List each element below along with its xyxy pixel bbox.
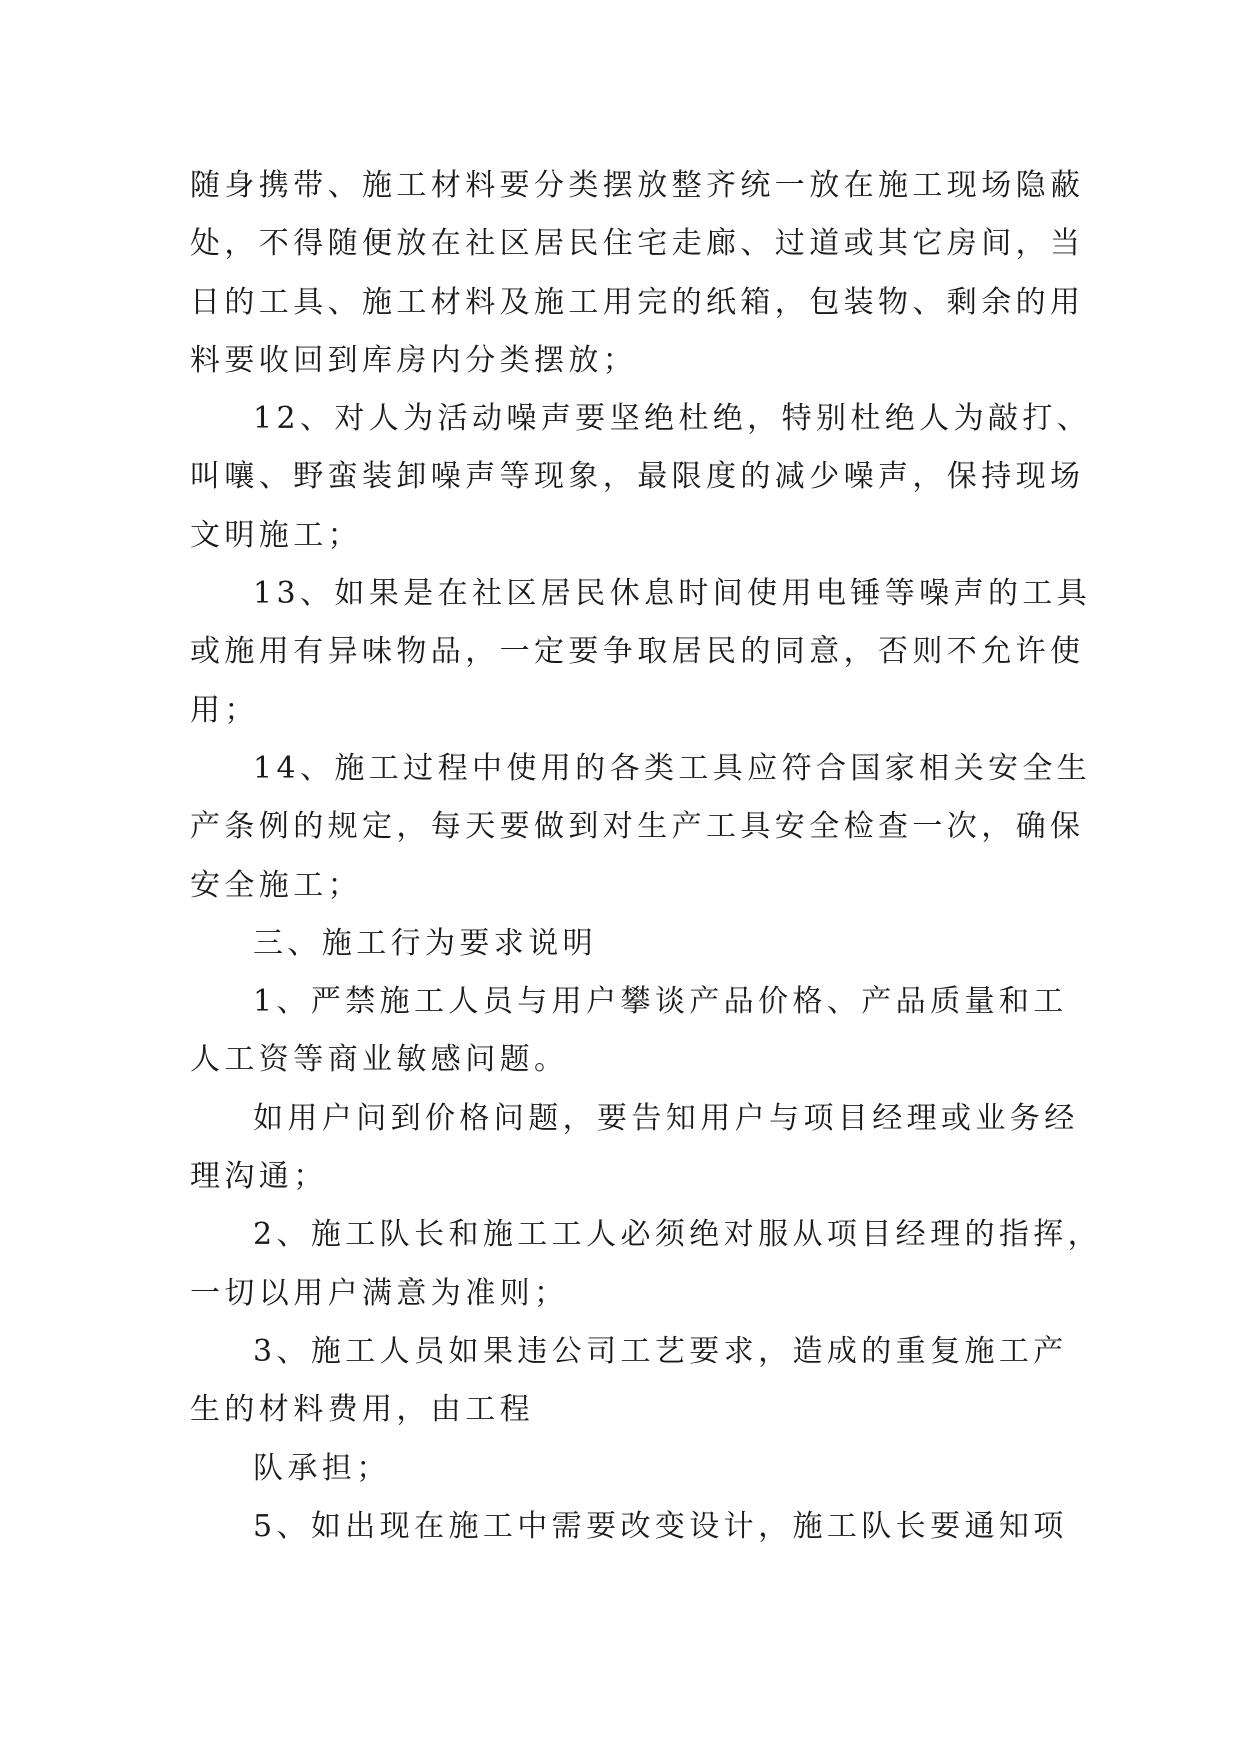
text-line: 2、施工队长和施工工人必须绝对服从项目经理的指挥，: [253, 1217, 1103, 1252]
text-line: 1、严禁施工人员与用户攀谈产品价格、产品质量和工: [253, 984, 1068, 1019]
text-line: 安全施工；: [190, 868, 362, 903]
text-line: 处，不得随便放在社区居民住宅走廊、过道或其它房间，当: [190, 226, 1085, 261]
text-line: 生的材料费用，由工程: [190, 1392, 534, 1427]
text-line: 如用户问到价格问题，要告知用户与项目经理或业务经: [253, 1101, 1079, 1136]
section-heading: 三、施工行为要求说明: [253, 926, 597, 961]
text-line: 队承担；: [253, 1451, 391, 1486]
text-line: 13、如果是在社区居民休息时间使用电锤等噪声的工具: [253, 576, 1092, 611]
text-line: 理沟通；: [190, 1159, 328, 1194]
text-line: 一切以用户满意为准则；: [190, 1276, 569, 1311]
text-line: 14、施工过程中使用的各类工具应符合国家相关安全生: [253, 751, 1092, 786]
text-line: 3、施工人员如果违公司工艺要求，造成的重复施工产: [253, 1334, 1068, 1369]
text-line: 用；: [190, 693, 259, 728]
text-line: 5、如出现在施工中需要改变设计，施工队长要通知项: [253, 1509, 1068, 1544]
text-line: 文明施工；: [190, 518, 362, 553]
text-line: 料要收回到库房内分类摆放；: [190, 343, 638, 378]
text-line: 人工资等商业敏感问题。: [190, 1042, 569, 1077]
text-line: 日的工具、施工材料及施工用完的纸箱，包装物、剩余的用: [190, 285, 1085, 320]
text-line: 或施用有异味物品，一定要争取居民的同意，否则不允许使: [190, 634, 1085, 669]
text-line: 产条例的规定，每天要做到对生产工具安全检查一次，确保: [190, 809, 1085, 844]
text-line: 叫嚷、野蛮装卸噪声等现象，最限度的减少噪声，保持现场: [190, 459, 1085, 494]
text-line: 12、对人为活动噪声要坚绝杜绝，特别杜绝人为敲打、: [253, 401, 1092, 436]
text-line: 随身携带、施工材料要分类摆放整齐统一放在施工现场隐蔽: [190, 168, 1085, 203]
